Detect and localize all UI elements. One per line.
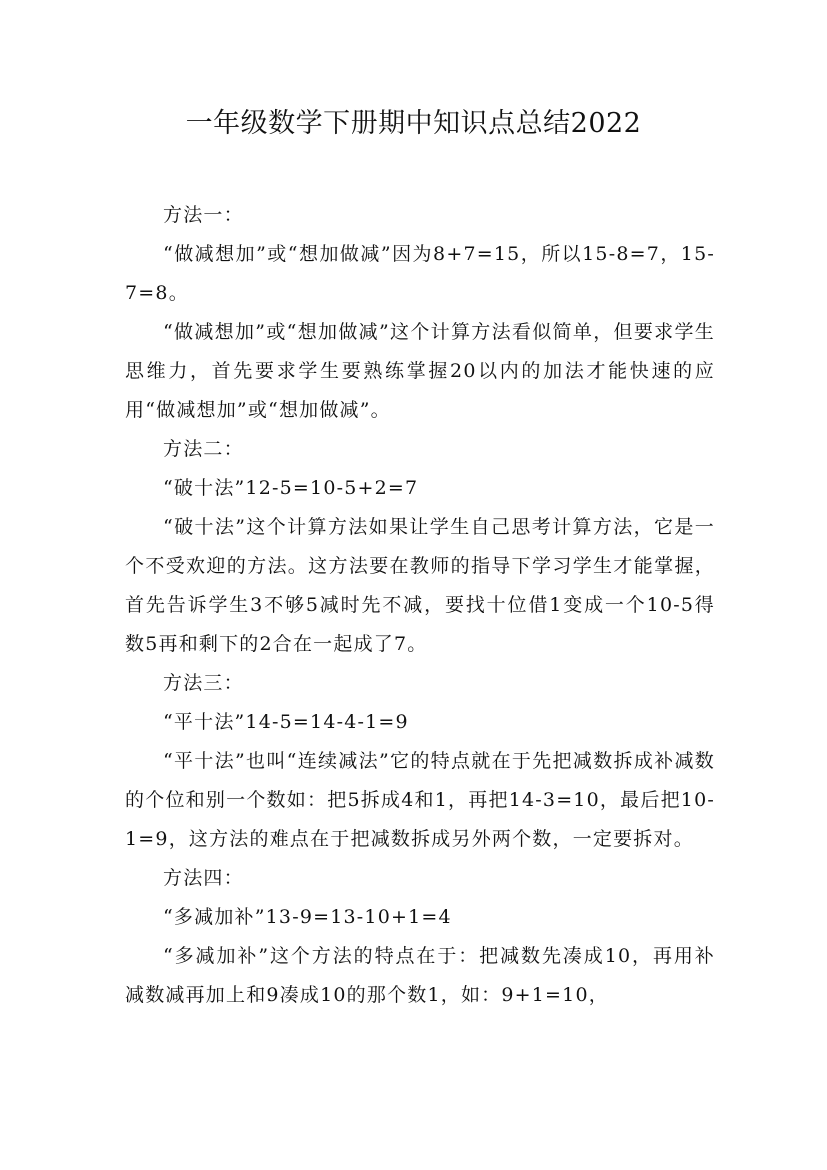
paragraph-method-3-explanation: “平十法”也叫“连续减法”它的特点就在于先把减数拆成补减数的个位和别一个数如：把5拆成4和1，再把14-3=10，最后把10-1=9，这方法的难点在于把减数拆成另外两个数，一定要拆对。 [125,750,715,850]
paragraph-method-4-explanation: “多减加补”这个方法的特点在于：把减数先凑成10，再用补减数减再加上和9凑成10的那个数1，如：9+1=10， [125,945,715,1006]
document-body [125,196,715,1015]
paragraph-method-1-example: “做减想加”或“想加做减”因为8+7=15，所以15-8=7，15-7=8。 [125,243,715,304]
paragraph-method-2-example: “破十法”12-5=10-5+2=7 [163,477,419,499]
paragraph-method-4-example: “多减加补”13-9=13-10+1=4 [163,906,452,928]
paragraph-method-2-heading: 方法二： [163,438,244,460]
paragraph-method-3-example: “平十法”14-5=14-4-1=9 [163,711,409,733]
paragraph-method-1-heading: 方法一： [163,204,244,226]
document-title: 一年级数学下册期中知识点总结2022 [185,108,642,139]
paragraph-method-4-heading: 方法四： [163,867,244,889]
paragraph-method-1-explanation: “做减想加”或“想加做减”这个计算方法看似简单，但要求学生思维力，首先要求学生要熟练掌握20以内的加法才能快速的应用“做减想加”或“想加做减”。 [125,321,715,421]
paragraph-method-3-heading: 方法三： [163,672,244,694]
paragraph-method-2-explanation: “破十法”这个计算方法如果让学生自己思考计算方法，它是一个不受欢迎的方法。这方法要在教师的指导下学习学生才能掌握，首先告诉学生3不够5减时先不减，要找十位借1变成一个10-5得数5再和剩下的2合在一起成了7。 [125,516,715,655]
